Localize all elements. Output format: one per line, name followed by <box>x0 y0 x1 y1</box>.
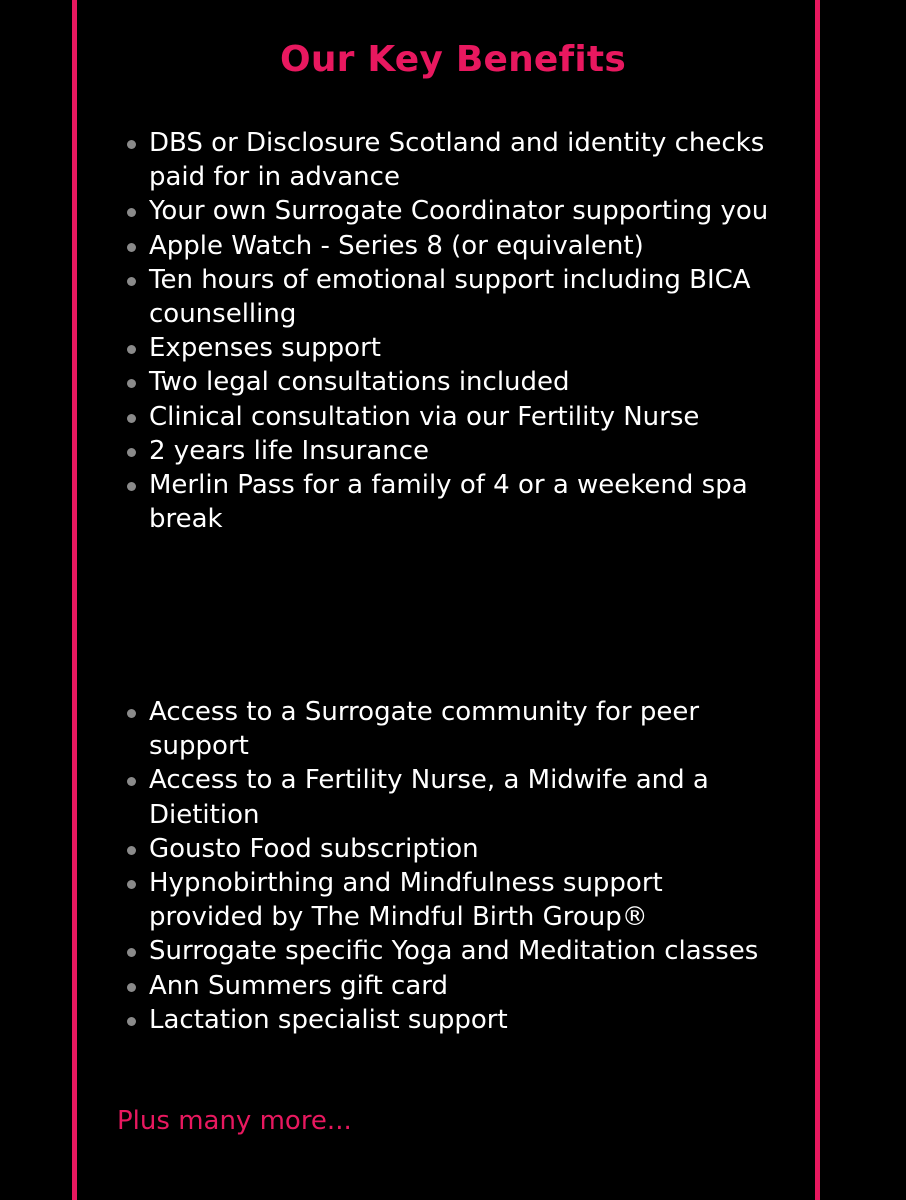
bullet-icon <box>127 345 136 354</box>
list-item <box>120 229 780 263</box>
list-item <box>120 832 780 866</box>
bullet-icon <box>127 243 136 252</box>
benefit-text: Two legal consultations included <box>149 367 570 398</box>
benefit-text: 2 years life Insurance <box>149 435 430 466</box>
bullet-icon <box>127 414 136 423</box>
list-item <box>120 866 780 934</box>
list-item <box>120 763 780 831</box>
list-item <box>120 934 780 968</box>
benefit-text: Hypnobirthing and Mindfulness support provided by The Mindful Birth Group® <box>149 868 663 933</box>
benefit-text: Your own Surrogate Coordinator supporting you <box>149 196 769 227</box>
list-item <box>120 434 780 468</box>
bullet-icon <box>127 846 136 855</box>
list-item <box>120 194 780 228</box>
list-item <box>120 468 780 536</box>
list-item <box>120 969 780 1003</box>
bullet-icon <box>127 948 136 957</box>
page-title: Our Key Benefits <box>280 39 626 80</box>
benefit-text: Ann Summers gift card <box>149 970 448 1001</box>
bullet-icon <box>127 777 136 786</box>
benefit-text: Merlin Pass for a family of 4 or a weekend spa break <box>149 470 748 535</box>
benefit-text: DBS or Disclosure Scotland and identity checks paid for in advance <box>149 128 765 193</box>
benefit-text: Ten hours of emotional support including BICA counselling <box>149 264 751 330</box>
benefit-text: Gousto Food subscription <box>149 833 479 864</box>
benefit-text: Clinical consultation via our Fertility Nurse <box>149 401 700 432</box>
bullet-icon <box>127 448 136 457</box>
list-item <box>120 695 780 763</box>
bullet-icon <box>127 277 136 286</box>
list-item <box>120 400 780 434</box>
right-accent-border <box>815 0 820 1200</box>
list-item <box>120 263 780 331</box>
more-benefits-note: Plus many more... <box>117 1106 352 1136</box>
benefit-text: Surrogate specific Yoga and Meditation classes <box>149 936 759 967</box>
benefit-text: Lactation specialist support <box>149 1004 508 1035</box>
benefit-text: Expenses support <box>149 333 381 364</box>
list-item <box>120 1003 780 1037</box>
bullet-icon <box>127 208 136 217</box>
bullet-icon <box>127 1017 136 1026</box>
bullet-icon <box>127 709 136 718</box>
list-item <box>120 331 780 365</box>
benefit-text: Access to a Surrogate community for peer support <box>149 697 700 762</box>
bullet-icon <box>127 379 136 388</box>
left-accent-border <box>72 0 77 1200</box>
benefits-list-secondary <box>120 695 780 1037</box>
list-item <box>120 126 780 194</box>
bullet-icon <box>127 983 136 992</box>
benefit-text: Access to a Fertility Nurse, a Midwife and a Dietition <box>149 765 709 830</box>
benefit-text: Apple Watch - Series 8 (or equivalent) <box>149 230 644 261</box>
bullet-icon <box>127 482 136 491</box>
bullet-icon <box>127 880 136 889</box>
list-item <box>120 365 780 399</box>
bullet-icon <box>127 140 136 149</box>
benefits-list-primary <box>120 126 780 536</box>
